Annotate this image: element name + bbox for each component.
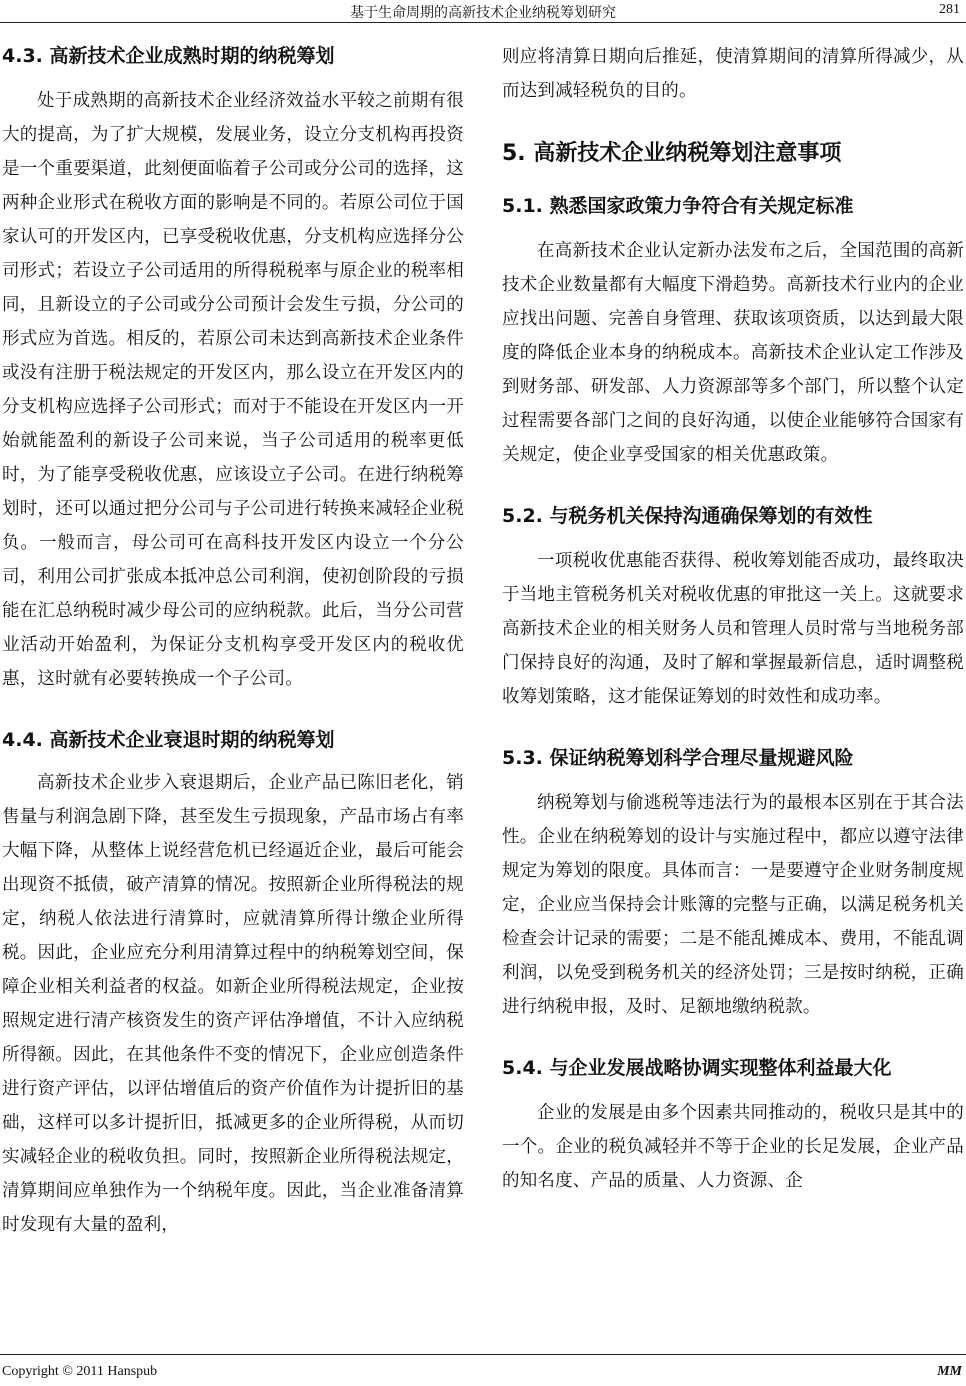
section-heading-5-1: 5.1. 熟悉国家政策力争符合有关规定标准 [502, 195, 854, 217]
paragraph-4-4: 高新技术企业步入衰退期后，企业产品已陈旧老化，销售量与利润急剧下降，甚至发生亏损现象，产品市场占有率大幅下降，从整体上说经营危机已经逼近企业，最后可能会出现资不抵债，破产清算的情况。按照新企业所得税法的规定，纳税人依法进行清算时，应就清算所得计缴企业所得税。因此，企业应充分利用清算过程中的纳税筹划空间，保障企业相关利益者的权益。如新企业所得税法规定，企业按照规定进行清产核资发生的资产评估净增值，不计入应纳税所得额。因此，在其他条件不变的情况下，企业应创造条件进行资产评估，以评估增值后的资产价值作为计提折旧的基础，这样可以多计提折旧，抵减更多的企业所得税，从而切实减轻企业的税收负担。同时，按照新企业所得税法规定，清算期间应单独作为一个纳税年度。因此，当企业准备清算时发现有大量的盈利， [2, 773, 464, 1235]
running-title: 基于生命周期的高新技术企业纳税筹划研究 [350, 5, 616, 21]
copyright-notice: Copyright © 2011 Hanspub [2, 1364, 158, 1379]
paragraph-continuation: 则应将清算日期向后推延，使清算期间的清算所得减少，从而达到减轻税负的目的。 [502, 47, 964, 101]
left-column [2, 30, 464, 1242]
paragraph-5-4: 企业的发展是由多个因素共同推动的，税收只是其中的一个。企业的税负减轻并不等于企业的长足发展，企业产品的知名度、产品的质量、人力资源、企 [502, 1103, 964, 1191]
paragraph-5-2: 一项税收优惠能否获得、税收筹划能否成功，最终取决于当地主管税务机关对税收优惠的审批这一关上。这就要求高新技术企业的相关财务人员和管理人员时常与当地税务部门保持良好的沟通，及时了解和掌握最新信息，适时调整税收筹划策略，这才能保证筹划的时效性和成功率。 [502, 551, 964, 707]
right-column [502, 30, 964, 1198]
section-heading-4-3: 4.3. 高新技术企业成熟时期的纳税筹划 [2, 45, 335, 67]
section-heading-4-4: 4.4. 高新技术企业衰退时期的纳税筹划 [2, 729, 335, 751]
section-heading-5-4: 5.4. 与企业发展战略协调实现整体利益最大化 [502, 1057, 892, 1079]
page-number: 281 [939, 2, 960, 17]
paragraph-5-1: 在高新技术企业认定新办法发布之后，全国范围的高新技术企业数量都有大幅度下滑趋势。高新技术行业内的企业应找出问题、完善自身管理、获取该项资质，以达到最大限度的降低企业本身的纳税成本。高新技术企业认定工作涉及到财务部、研发部、人力资源部等多个部门，所以整个认定过程需要各部门之间的良好沟通，以使企业能够符合国家有关规定，使企业享受国家的相关优惠政策。 [502, 241, 964, 465]
section-heading-5-2: 5.2. 与税务机关保持沟通确保筹划的有效性 [502, 505, 873, 527]
running-header [0, 0, 966, 23]
section-heading-5: 5. 高新技术企业纳税筹划注意事项 [502, 141, 842, 166]
section-heading-5-3: 5.3. 保证纳税筹划科学合理尽量规避风险 [502, 747, 854, 769]
page-footer [0, 1354, 966, 1385]
paragraph-5-3: 纳税筹划与偷逃税等违法行为的最根本区别在于其合法性。企业在纳税筹划的设计与实施过程中，都应以遵守法律规定为筹划的限度。具体而言：一是要遵守企业财务制度规定，企业应当保持会计账簿的完整与正确，以满足税务机关检查会计记录的需要；二是不能乱摊成本、费用，不能乱调利润，以免受到税务机关的经济处罚；三是按时纳税，正确进行纳税申报，及时、足额地缴纳税款。 [502, 793, 964, 1017]
paragraph-4-3: 处于成熟期的高新技术企业经济效益水平较之前期有很大的提高，为了扩大规模，发展业务，设立分支机构再投资是一个重要渠道，此刻便面临着子公司或分公司的选择，这两种企业形式在税收方面的影响是不同的。若原公司位于国家认可的开发区内，已享受税收优惠，分支机构应选择分公司形式；若设立子公司适用的所得税税率与原企业的税率相同，且新设立的子公司或分公司预计会发生亏损，分公司的形式应为首选。相反的，若原公司未达到高新技术企业条件或没有注册于税法规定的开发区内，那么设立在开发区内的分支机构应选择子公司形式；而对于不能设在开发区内一开始就能盈利的新设子公司来说，当子公司适用的税率更低时，为了能享受税收优惠，应该设立子公司。在进行纳税筹划时，还可以通过把分公司与子公司进行转换来减轻企业税负。一般而言，母公司可在高科技开发区内设立一个分公司，利用公司扩张成本抵冲总公司利润，使初创阶段的亏损能在汇总纳税时减少母公司的应纳税款。此后，当分公司营业活动开始盈利，为保证分支机构享受开发区内的税收优惠，这时就有必要转换成一个子公司。 [2, 91, 464, 689]
journal-abbreviation: MM [937, 1364, 962, 1379]
